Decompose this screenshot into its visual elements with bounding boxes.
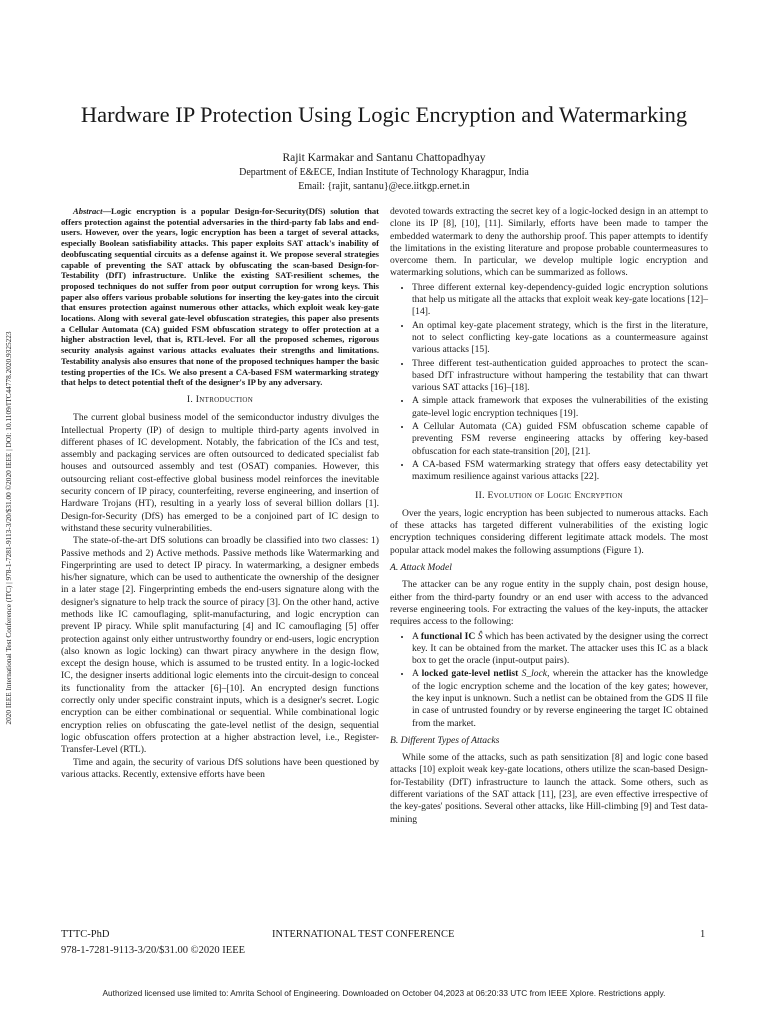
section-title-evolution: II. Evolution of Logic Encryption <box>475 489 623 501</box>
contribution-item: • A CA-based FSM watermarking strategy that offers easy detectability yet maximum resilience against various attacks [22]. <box>412 459 708 484</box>
attack-requirement-term: functional IC <box>420 630 476 642</box>
evolution-paragraph: Over the years, logic encryption has been subjected to numerous attacks. Each of these attacks has targeted different vulnerabilities of the existing logic encryption techniques considering different legitimate attack models. The most popular attack model makes the following assumptions (Figure 1). <box>390 507 708 556</box>
math-symbol: S_lock <box>518 668 548 680</box>
authors: Rajit Karmakar and Santanu Chattopadhyay <box>282 152 486 164</box>
left-column <box>61 206 379 781</box>
attack-types-paragraph: While some of the attacks, such as path sensitization [8] and logic cone based attacks [10] exploit weak key-gate locations, others utilize the scan-based Design-for-Testability (DfT) infrastructure to launch the attack. Some others, such as different variations of the SAT attack [11], [23], are even effective irrespective of the key-gates' positions. Several other attacks, like Hill-climbing [9] and Test data-mining <box>390 752 708 825</box>
footer-isbn: 978-1-7281-9113-3/20/$31.00 ©2020 IEEE <box>61 945 246 956</box>
intro-continuation: devoted towards extracting the secret key of a logic-locked design in an attempt to clone its IP [8], [10], [11]. Similarly, efforts have been made to tamper the embedded watermark to deny the authorship proof. This paper attempts to identify the limitations in the existing literature and propose probable countermeasures to overcome them. In particular, we develop multiple logic encryption and watermarking solutions, which can be summarized as follows. <box>390 206 708 279</box>
contribution-item: • Three different external key-dependency-guided logic encryption solutions that help us mitigate all the attacks that exploit weak key-gate locations [12]–[14]. <box>412 282 708 319</box>
section-title-introduction: I. Introduction <box>186 393 254 405</box>
footer-conference: INTERNATIONAL TEST CONFERENCE <box>272 929 455 940</box>
contributions-list <box>390 282 708 484</box>
contribution-item: • Three different test-authentication guided approaches to protect the scan-based DfT infrastructure without hampering the testability that can thwart various SAT attacks [16]–[18]. <box>412 358 708 395</box>
paper-title: Hardware IP Protection Using Logic Encryption and Watermarking <box>80 102 688 127</box>
affiliation: Department of E&ECE, Indian Institute of Technology Kharagpur, India <box>239 167 529 178</box>
abstract <box>61 206 379 388</box>
page-number: 1 <box>700 929 706 940</box>
intro-paragraph-1: The current global business model of the semiconductor industry divulges the Intellectual Property (IP) of design to multiple third-party agents involved in different phases of IC development. Notably, the fabrication of the ICs and test, assembly and packaging services are often outsourced to dedicated specialist fab houses and outsourced assembly and test (OSAT) companies. However, this outsourcing reliant cost-effective global business model reinforces the inevitable security concern of IP piracy, counterfeiting, reverse engineering, and insertion of Hardware Trojans (HT), resulting in a yearly loss of several billion dollars [1]. Design-for-Security (DfS) has emerged to be a conjoined part of IC design to withstand these security vulnerabilities. <box>61 412 379 534</box>
intro-paragraph-2: The state-of-the-art DfS solutions can broadly be classified into two classes: 1) Passive methods and 2) Active methods. Passive methods like Watermarking and Fingerprinting are used to detect IP piracy. In watermarking, a designer embeds his/her signature, which can be used to authenticate the ownership of the designer in a later stage [2]. Fingerprinting embeds the end-users signature along with the designer's signature to help track the source of piracy [3]. On the other hand, active methods like IC camouflaging, split-manufacturing, and logic encryption can prevent IP piracy. While split manufacturing [4] and IC camouflaging [5] offer protection against only either untrustworthy foundry or end-users, logic encryption (also known as logic locking) can thwart piracy anywhere in the design flow, except the design house, which is assumed to be trusted entity. In a logic-locked IC, the designer inserts additional logic elements into the circuit-design to conceal its functionality from the attacker [6]–[10]. An encrypted design functions correctly only under specific constraint inputs, which is a designer's secret. Logic encryption can be either combinational or sequential. While combinational logic encryption relies on obfuscating the gate-level netlist of the design, sequential logic obfuscation offers protection at a higher abstraction level, i.e., Register-Transfer-Level (RTL). <box>61 535 379 756</box>
subsection-title-attack-model: A. Attack Model <box>390 562 452 574</box>
contribution-item: • An optimal key-gate placement strategy, which is the first in the literature, not to select conflicting key-gate locations as a countermeasure against various attacks [15]. <box>412 320 708 357</box>
attack-requirement-item: • A functional IC Ŝ which has been activated by the designer using the correct key. It can be obtained from the market. The attacker uses this IC as a black box to get the oracle (input-output pairs). <box>412 631 708 668</box>
email: Email: {rajit, santanu}@ece.iitkgp.ernet.in <box>298 181 470 192</box>
contribution-item: • A simple attack framework that exposes the vulnerabilities of the existing gate-level logic encryption techniques [19]. <box>412 395 708 420</box>
intro-paragraph-3: Time and again, the security of various DfS solutions have been questioned by various attacks. Recently, extensive efforts have been <box>61 756 379 780</box>
footer-left: TTTC-PhD <box>61 929 110 940</box>
right-column <box>390 206 708 826</box>
subsection-title-attack-types: B. Different Types of Attacks <box>390 734 500 746</box>
side-note <box>4 238 20 818</box>
attack-requirement-term: locked gate-level netlist <box>421 668 519 680</box>
math-symbol: Ŝ <box>475 630 483 642</box>
abstract-text: —Logic encryption is a popular Design-for-Security(DfS) solution that offers protection against the potential adversaries in the third-party fab labs and end-users. However, over the years, logic encryption has been a target of several attacks, especially Boolean satisfiability attacks. This paper exploits SAT attack's inability of deobfuscating sequential circuits as a defense against it. We propose several strategies capable of preventing the SAT attack by obfuscating the scan-based Design-for-Testability (DfT) infrastructure. Unlike the existing SAT-resilient schemes, the proposed techniques do not suffer from poor output corruption for wrong keys. This paper also offers various probable solutions for inserting the key-gates into the circuit that ensures protection against numerous other attacks, which exploit weak key-gate locations. Along with several gate-level obfuscation strategies, this paper also presents a Cellular Automata (CA) guided FSM obfuscation strategy to offer protection at a higher abstraction level, that is, RTL-level. For all the proposed schemes, rigorous security analysis against various attacks evaluates their strengths and limitations. Testability analysis also ensures that none of the proposed techniques hamper the basic testing properties of the ICs. We also present a CA-based FSM watermarking strategy that helps to detect potential theft of the designer's IP by any adversary. <box>61 206 379 388</box>
side-note-text: 2020 IEEE International Test Conference (ITC) | 978-1-7281-9113-3/20/$31.00 ©2020 IEEE | DOI: 10.1109/ITC44778.2020.9325223 <box>4 331 13 725</box>
authorization-notice: Authorized licensed use limited to: Amrita School of Engineering. Downloaded on October 04,2023 at 06:20:33 UTC from IEEE Xplore. Restrictions apply. <box>102 988 666 998</box>
abstract-label: Abstract <box>73 206 103 216</box>
attack-requirements-list <box>390 631 708 730</box>
attack-model-paragraph: The attacker can be any rogue entity in the supply chain, post design house, either from the third-party foundry or an end user with access to the advanced reverse engineering tools. For extracting the values of the key-inputs, the attacker requires access to the following: <box>390 579 708 628</box>
contribution-item: • A Cellular Automata (CA) guided FSM obfuscation scheme capable of preventing FSM reverse engineering attacks by offering key-based obfuscation for each state-transition [20], [21]. <box>412 421 708 458</box>
attack-requirement-item: • A locked gate-level netlist S_lock, wherein the attacker has the knowledge of the logic encryption scheme and the location of the key gates; however, the key input is unknown. Such a netlist can be obtained from the GDS II file in case of untrusted foundry or by reverse engineering the target IC obtained from the market. <box>412 668 708 729</box>
